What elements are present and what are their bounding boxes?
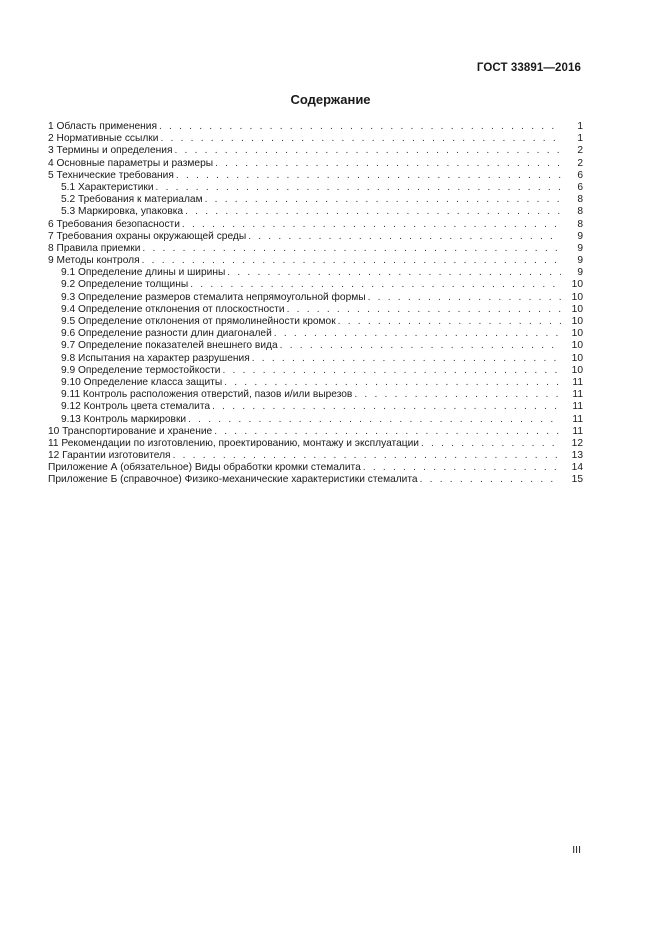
toc-entry-page: 1	[577, 121, 583, 132]
toc-leader-dots	[185, 206, 561, 218]
toc-entry[interactable]	[48, 389, 583, 401]
toc-entry-page: 15	[571, 474, 583, 486]
toc-entry[interactable]	[48, 121, 583, 133]
toc-entry-page: 10	[571, 279, 583, 291]
toc-entry-page: 9	[577, 255, 583, 267]
toc-entry[interactable]	[48, 267, 583, 279]
toc-entry-page: 2	[577, 145, 583, 157]
toc-leader-dots	[142, 255, 561, 267]
toc-leader-dots	[173, 450, 561, 462]
table-of-contents	[48, 121, 583, 487]
toc-entry-page: 11	[572, 389, 583, 401]
toc-entry[interactable]	[48, 145, 583, 157]
toc-entry-page: 8	[577, 194, 583, 206]
toc-entry-label: 4 Основные параметры и размеры	[48, 157, 214, 169]
toc-entry-page: 9	[577, 242, 583, 254]
toc-entry-page: 10	[571, 328, 583, 340]
toc-entry-label: 9.1 Определение длины и ширины	[61, 267, 226, 279]
toc-leader-dots	[280, 340, 561, 352]
toc-entry[interactable]	[48, 365, 583, 377]
toc-entry-page: 11	[572, 413, 583, 425]
toc-entry[interactable]	[48, 474, 583, 486]
toc-entry[interactable]	[48, 182, 583, 194]
toc-entry-page: 14	[571, 462, 583, 474]
toc-entry[interactable]	[48, 450, 583, 462]
toc-entry[interactable]	[48, 316, 583, 328]
toc-leader-dots	[212, 401, 561, 413]
toc-entry-label: 5.2 Требования к материалам	[61, 194, 203, 206]
toc-entry-page: 8	[577, 206, 583, 218]
toc-leader-dots	[222, 365, 561, 377]
toc-leader-dots	[214, 426, 561, 438]
toc-leader-dots	[215, 158, 561, 170]
toc-leader-dots	[224, 377, 561, 389]
toc-entry[interactable]	[48, 243, 583, 255]
toc-entry[interactable]	[48, 462, 583, 474]
toc-leader-dots	[142, 243, 561, 255]
toc-entry[interactable]	[48, 304, 583, 316]
toc-entry[interactable]	[48, 414, 583, 426]
toc-entry-label: 9.11 Контроль расположения отверстий, пазов и/или вырезов	[61, 389, 353, 401]
toc-entry[interactable]	[48, 340, 583, 352]
toc-entry-label: 9.13 Контроль маркировки	[61, 413, 187, 425]
toc-entry-page: 9	[577, 230, 583, 242]
toc-entry[interactable]	[48, 255, 583, 267]
toc-entry-page: 10	[571, 340, 583, 352]
toc-leader-dots	[160, 133, 561, 145]
toc-entry-page: 11	[572, 425, 583, 437]
toc-leader-dots	[248, 231, 561, 243]
toc-entry[interactable]	[48, 194, 583, 206]
toc-entry-label: 9.9 Определение термостойкости	[61, 364, 221, 376]
toc-entry-label: 2 Нормативные ссылки	[48, 133, 159, 145]
toc-leader-dots	[156, 182, 561, 194]
toc-entry-label: 6 Требования безопасности	[48, 218, 180, 230]
toc-entry-page: 11	[572, 401, 583, 413]
toc-entry-label: 12 Гарантии изготовителя	[48, 450, 171, 462]
toc-entry-label: 10 Транспортирование и хранение	[48, 425, 213, 437]
toc-entry[interactable]	[48, 426, 583, 438]
toc-entry-page: 10	[571, 364, 583, 376]
toc-entry[interactable]	[48, 158, 583, 170]
toc-entry[interactable]	[48, 438, 583, 450]
toc-leader-dots	[159, 121, 561, 133]
toc-entry-page: 10	[571, 352, 583, 364]
toc-leader-dots	[190, 279, 561, 291]
page-number: III	[572, 844, 581, 856]
toc-entry-page: 8	[577, 218, 583, 230]
toc-entry-label: 9.3 Определение размеров стемалита непрямоугольной формы	[61, 291, 366, 303]
toc-entry-page: 10	[571, 316, 583, 327]
document-code: ГОСТ 33891—2016	[476, 62, 581, 74]
toc-entry-label: 9 Методы контроля	[48, 255, 140, 267]
toc-entry[interactable]	[48, 206, 583, 218]
toc-leader-dots	[363, 462, 561, 474]
toc-entry-page: 6	[577, 181, 583, 193]
toc-entry-label: 9.7 Определение показателей внешнего вида	[61, 340, 278, 352]
toc-leader-dots	[205, 194, 561, 206]
toc-entry-page: 12	[571, 437, 583, 449]
toc-entry-label: 9.10 Определение класса защиты	[61, 376, 223, 388]
toc-entry[interactable]	[48, 219, 583, 231]
toc-entry-label: Приложение А (обязательное) Виды обработки кромки стемалита	[48, 462, 361, 474]
toc-entry-page: 1	[577, 133, 583, 145]
toc-entry-page: 11	[572, 376, 583, 388]
toc-leader-dots	[354, 389, 561, 401]
toc-entry-label: 5.3 Маркировка, упаковка	[61, 206, 184, 218]
toc-entry[interactable]	[48, 170, 583, 182]
toc-title: Содержание	[290, 92, 371, 107]
toc-entry-page: 13	[571, 450, 583, 462]
toc-entry-page: 6	[577, 169, 583, 181]
toc-entry-label: 9.4 Определение отклонения от плоскостности	[61, 303, 285, 315]
toc-entry-label: 7 Требования охраны окружающей среды	[48, 230, 247, 242]
toc-leader-dots	[227, 267, 561, 279]
toc-entry-label: 11 Рекомендации по изготовлению, проектированию, монтажу и эксплуатации	[48, 437, 419, 449]
toc-entry-label: 9.12 Контроль цвета стемалита	[61, 401, 211, 413]
toc-entry-page: 2	[577, 157, 583, 169]
toc-entry-label: 1 Область применения	[48, 121, 157, 132]
toc-entry-label: 9.5 Определение отклонения от прямолинейности кромок	[61, 316, 336, 327]
toc-entry-label: 9.8 Испытания на характер разрушения	[61, 352, 250, 364]
toc-entry-label: 5.1 Характеристики	[61, 181, 154, 193]
toc-leader-dots	[420, 474, 561, 486]
toc-leader-dots	[188, 414, 561, 426]
toc-entry-label: Приложение Б (справочное) Физико-механические характеристики стемалита	[48, 474, 418, 486]
toc-entry-label: 8 Правила приемки	[48, 242, 141, 254]
toc-leader-dots	[182, 219, 561, 231]
toc-entry[interactable]	[48, 377, 583, 389]
toc-leader-dots	[287, 304, 561, 316]
toc-entry[interactable]	[48, 231, 583, 243]
toc-leader-dots	[421, 438, 561, 450]
toc-entry[interactable]	[48, 401, 583, 413]
toc-entry-page: 10	[571, 291, 583, 303]
toc-entry-label: 5 Технические требования	[48, 169, 174, 181]
toc-leader-dots	[252, 353, 561, 365]
toc-entry-page: 9	[577, 267, 583, 279]
toc-leader-dots	[274, 328, 561, 340]
toc-leader-dots	[338, 316, 561, 328]
toc-entry[interactable]	[48, 133, 583, 145]
toc-entry[interactable]	[48, 328, 583, 340]
toc-entry-label: 9.2 Определение толщины	[61, 279, 189, 291]
toc-leader-dots	[368, 292, 561, 304]
toc-entry[interactable]	[48, 279, 583, 291]
toc-leader-dots	[174, 145, 561, 157]
toc-entry-page: 10	[571, 303, 583, 315]
toc-entry-label: 9.6 Определение разности длин диагоналей	[61, 328, 272, 340]
toc-entry[interactable]	[48, 353, 583, 365]
toc-entry[interactable]	[48, 292, 583, 304]
toc-entry-label: 3 Термины и определения	[48, 145, 173, 157]
toc-leader-dots	[176, 170, 561, 182]
